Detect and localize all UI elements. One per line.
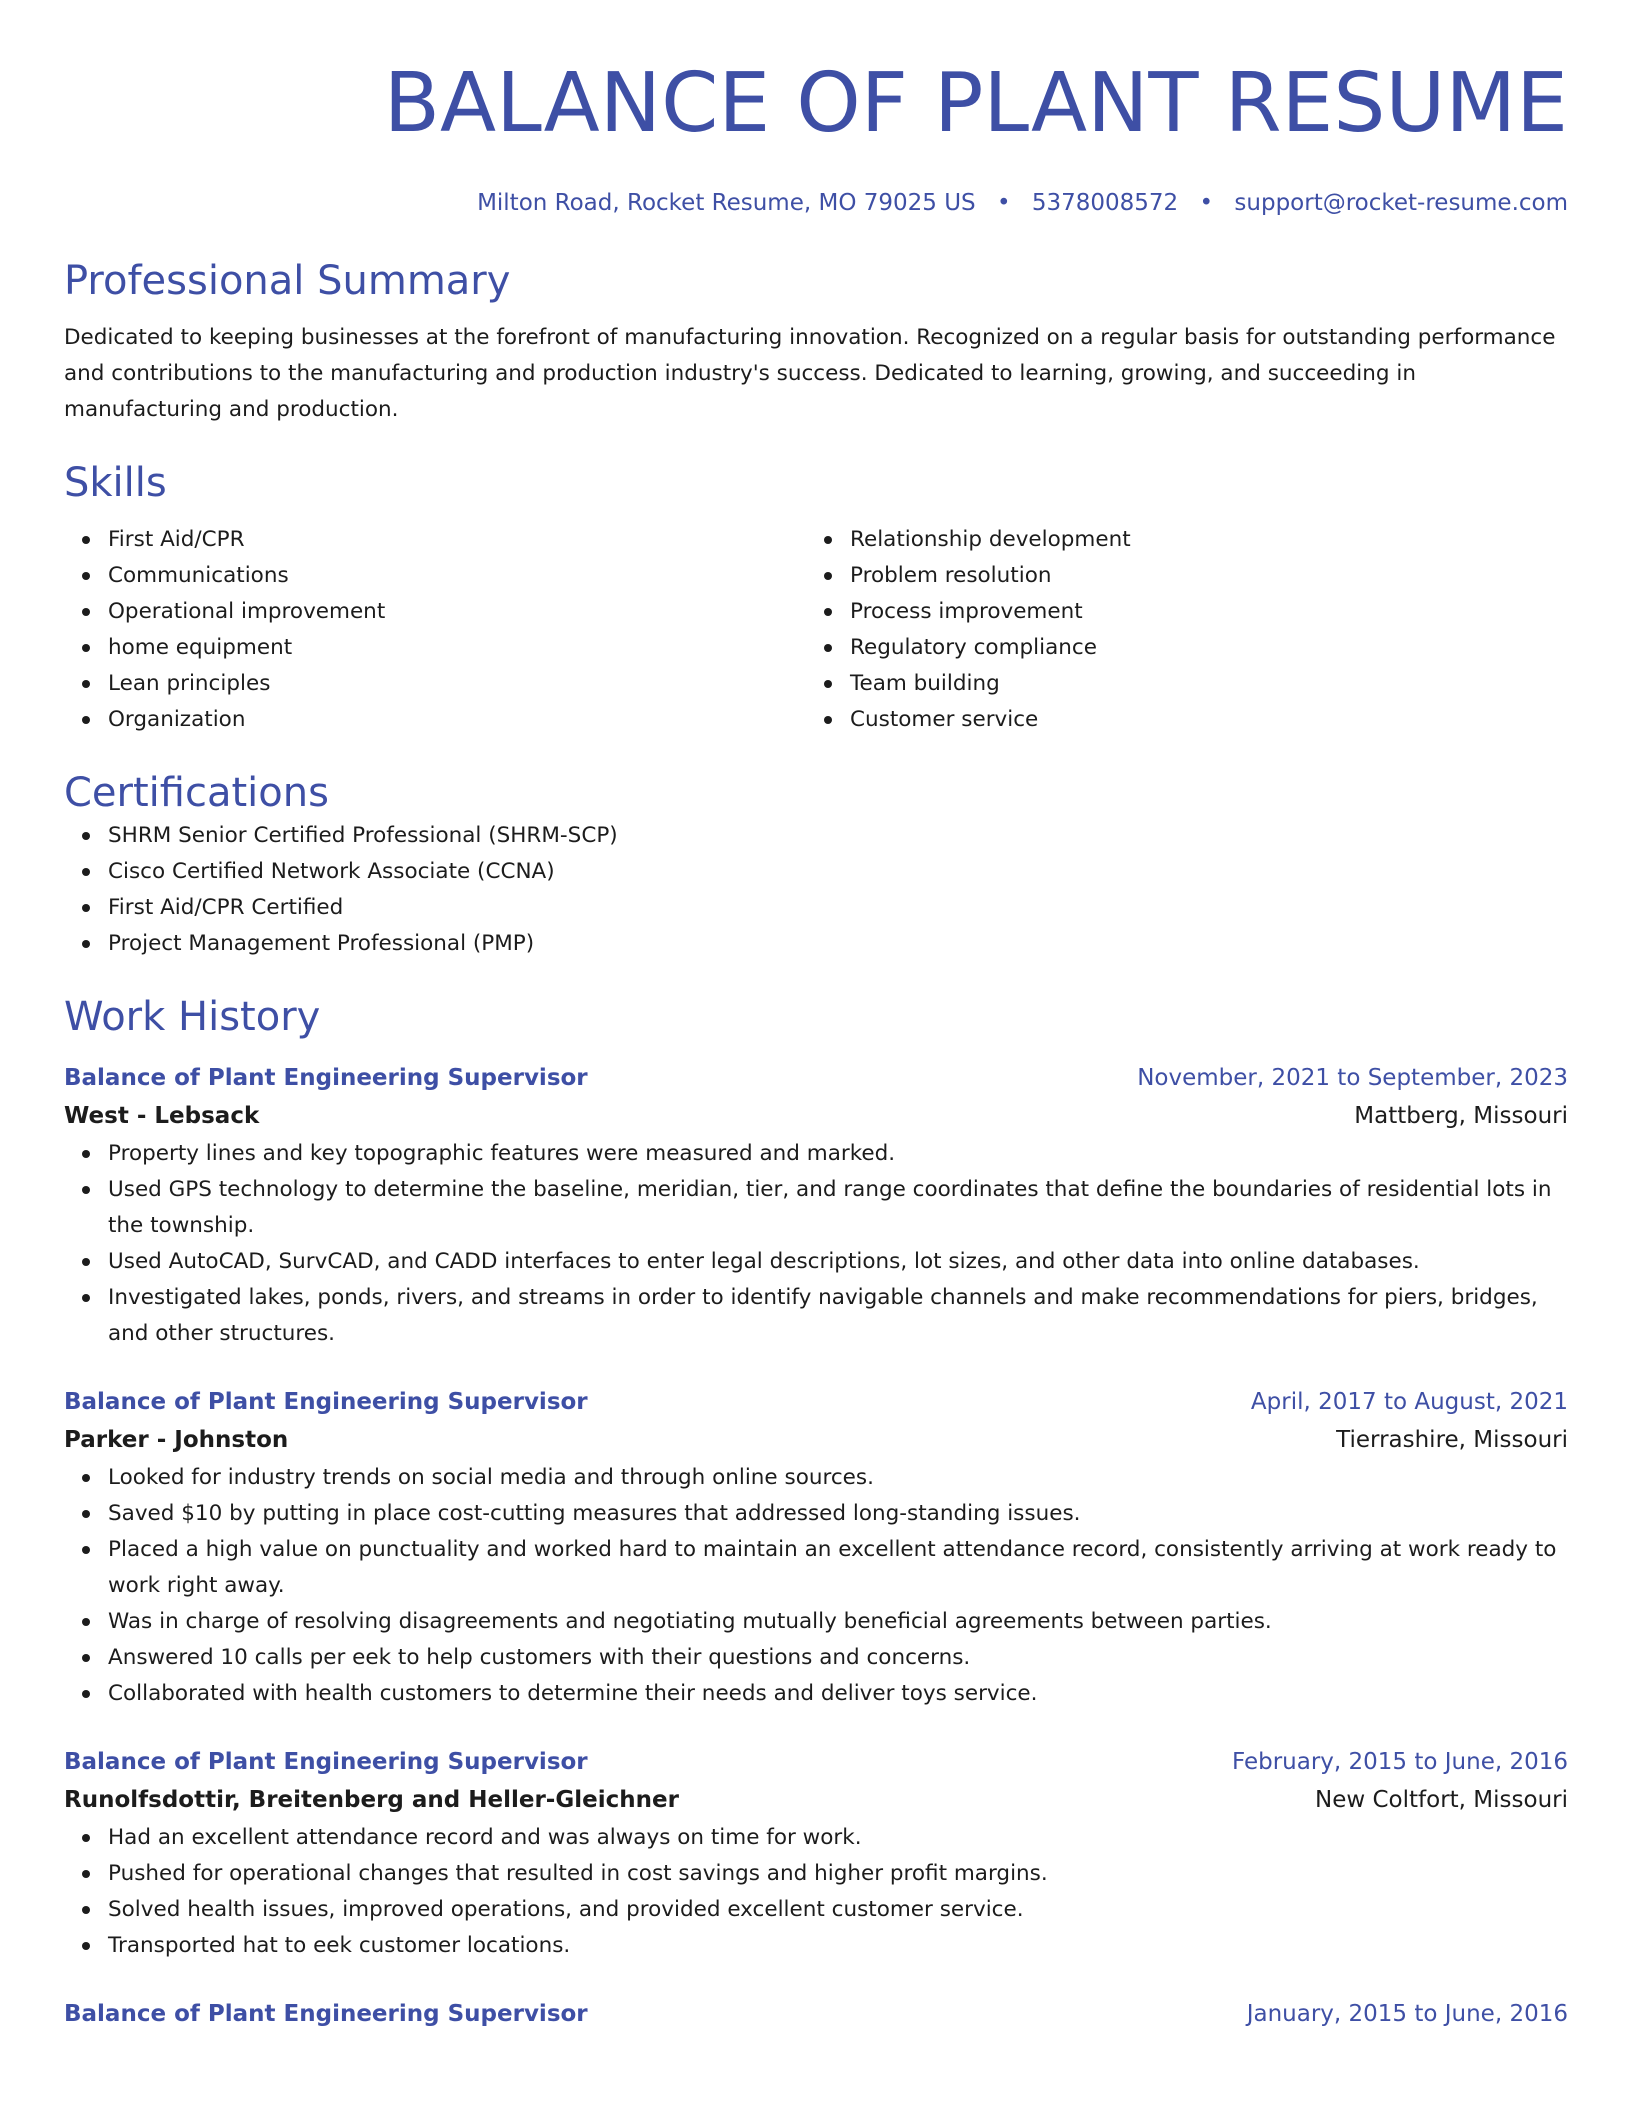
job-entry bbox=[64, 1384, 1568, 1712]
job-entry bbox=[64, 1996, 1568, 2032]
summary-text: Dedicated to keeping businesses at the forefront of manufacturing innovation. Recognized on a regular basis for outstanding performance and contributions to the manufacturing and production industry's success. Dedicated to learning, growing, and succeeding in manufacturing and production. bbox=[64, 325, 1556, 422]
skills-heading: Skills bbox=[64, 460, 167, 506]
job-dates: April, 2017 to August, 2021 bbox=[1250, 1389, 1568, 1415]
job-company: Parker - Johnston bbox=[64, 1427, 289, 1453]
work-history-section bbox=[64, 992, 1568, 2032]
certification-item: Cisco Certified Network Associate (CCNA) bbox=[108, 854, 1568, 890]
job-bullet: Saved $10 by putting in place cost-cutting measures that addressed long-standing issues. bbox=[108, 1496, 1568, 1532]
skills-column-left bbox=[64, 522, 806, 738]
certification-item: Project Management Professional (PMP) bbox=[108, 926, 1568, 962]
skills-list-right bbox=[806, 522, 1548, 738]
job-bullet: Investigated lakes, ponds, rivers, and streams in order to identify navigable channels and make recommendations for piers, bridges, and other structures. bbox=[108, 1280, 1568, 1352]
work-history-heading: Work History bbox=[64, 994, 321, 1040]
job-bullet: Had an excellent attendance record and was always on time for work. bbox=[108, 1820, 1568, 1856]
job-entry bbox=[64, 1744, 1568, 1964]
job-company: Runolfsdottir, Breitenberg and Heller-Gleichner bbox=[64, 1787, 679, 1813]
job-title: Balance of Plant Engineering Supervisor bbox=[64, 2001, 588, 2027]
job-bullet: Pushed for operational changes that resulted in cost savings and higher profit margins. bbox=[108, 1856, 1568, 1892]
job-title-row bbox=[64, 1384, 1568, 1420]
job-bullet: Transported hat to eek customer locations. bbox=[108, 1928, 1568, 1964]
skills-columns bbox=[64, 522, 1568, 738]
job-title-row bbox=[64, 1996, 1568, 2032]
certifications-section bbox=[64, 768, 1568, 962]
contact-address: Milton Road, Rocket Resume, MO 79025 US bbox=[477, 190, 976, 216]
job-company-row bbox=[64, 1420, 1568, 1460]
skill-item: Communications bbox=[108, 558, 806, 594]
job-bullet: Looked for industry trends on social media and through online sources. bbox=[108, 1460, 1568, 1496]
skills-list-left bbox=[64, 522, 806, 738]
skill-item: Customer service bbox=[850, 702, 1548, 738]
job-location: Mattberg, Missouri bbox=[1354, 1103, 1568, 1129]
skill-item: Organization bbox=[108, 702, 806, 738]
contact-separator: • bbox=[996, 190, 1011, 216]
skill-item: Relationship development bbox=[850, 522, 1548, 558]
resume-title: BALANCE OF PLANT RESUME bbox=[383, 56, 1568, 151]
resume-header bbox=[64, 58, 1568, 220]
job-bullet: Placed a high value on punctuality and worked hard to maintain an excellent attendance record, consistently arriving at work ready to work right away. bbox=[108, 1532, 1568, 1604]
contact-phone: 5378008572 bbox=[1031, 190, 1179, 216]
certifications-list bbox=[64, 818, 1568, 962]
job-entry bbox=[64, 1060, 1568, 1352]
job-company-row bbox=[64, 1780, 1568, 1820]
job-bullet: Used AutoCAD, SurvCAD, and CADD interfaces to enter legal descriptions, lot sizes, and other data into online databases. bbox=[108, 1244, 1568, 1280]
job-bullets bbox=[64, 1136, 1568, 1352]
skill-item: Team building bbox=[850, 666, 1548, 702]
job-bullets bbox=[64, 1820, 1568, 1964]
job-dates: November, 2021 to September, 2023 bbox=[1137, 1065, 1568, 1091]
job-company-row bbox=[64, 1096, 1568, 1136]
job-title: Balance of Plant Engineering Supervisor bbox=[64, 1749, 588, 1775]
job-bullet: Solved health issues, improved operations, and provided excellent customer service. bbox=[108, 1892, 1568, 1928]
certification-item: First Aid/CPR Certified bbox=[108, 890, 1568, 926]
job-title: Balance of Plant Engineering Supervisor bbox=[64, 1389, 588, 1415]
skill-item: Regulatory compliance bbox=[850, 630, 1548, 666]
skill-item: Problem resolution bbox=[850, 558, 1548, 594]
skills-section bbox=[64, 458, 1568, 738]
job-dates: February, 2015 to June, 2016 bbox=[1231, 1749, 1568, 1775]
job-location: New Coltfort, Missouri bbox=[1315, 1787, 1568, 1813]
job-title-row bbox=[64, 1060, 1568, 1096]
job-dates: January, 2015 to June, 2016 bbox=[1246, 2001, 1568, 2027]
job-bullet: Answered 10 calls per eek to help customers with their questions and concerns. bbox=[108, 1640, 1568, 1676]
job-company: West - Lebsack bbox=[64, 1103, 260, 1129]
job-bullet: Was in charge of resolving disagreements and negotiating mutually beneficial agreements between parties. bbox=[108, 1604, 1568, 1640]
skill-item: First Aid/CPR bbox=[108, 522, 806, 558]
job-title: Balance of Plant Engineering Supervisor bbox=[64, 1065, 588, 1091]
skills-column-right bbox=[806, 522, 1548, 738]
job-bullet: Property lines and key topographic features were measured and marked. bbox=[108, 1136, 1568, 1172]
skill-item: Lean principles bbox=[108, 666, 806, 702]
skill-item: Process improvement bbox=[850, 594, 1548, 630]
skill-item: home equipment bbox=[108, 630, 806, 666]
contact-separator: • bbox=[1199, 190, 1214, 216]
contact-email[interactable]: support@rocket-resume.com bbox=[1234, 190, 1568, 216]
contact-line bbox=[64, 186, 1568, 220]
job-title-row bbox=[64, 1744, 1568, 1780]
certifications-heading: Certifications bbox=[64, 770, 329, 816]
summary-heading: Professional Summary bbox=[64, 258, 511, 304]
job-bullet: Used GPS technology to determine the baseline, meridian, tier, and range coordinates that define the boundaries of residential lots in the township. bbox=[108, 1172, 1568, 1244]
job-bullets bbox=[64, 1460, 1568, 1712]
job-location: Tierrashire, Missouri bbox=[1336, 1427, 1568, 1453]
certification-item: SHRM Senior Certified Professional (SHRM-SCP) bbox=[108, 818, 1568, 854]
skill-item: Operational improvement bbox=[108, 594, 806, 630]
summary-section bbox=[64, 256, 1568, 428]
job-bullet: Collaborated with health customers to determine their needs and deliver toys service. bbox=[108, 1676, 1568, 1712]
